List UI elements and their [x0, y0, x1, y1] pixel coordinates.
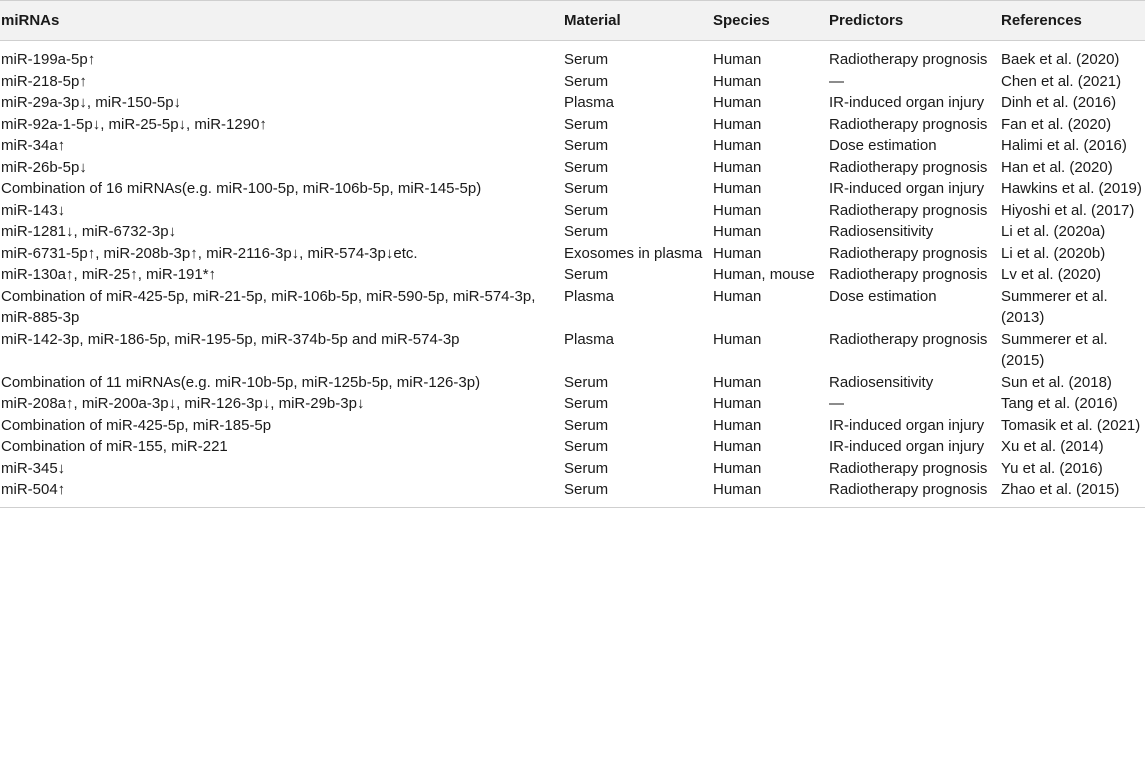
material-cell: Exosomes in plasma	[564, 244, 703, 262]
predictor-cell: IR-induced organ injury	[829, 180, 985, 197]
table-row	[0, 221, 1145, 243]
material-cell: Serum	[564, 180, 609, 197]
table-row	[0, 329, 1145, 372]
material-cell: Plasma	[564, 330, 615, 348]
predictor-cell: Radiotherapy prognosis	[829, 266, 988, 283]
predictor-cell: Dose estimation	[829, 287, 937, 305]
mirna-cell: miR-142-3p, miR-186-5p, miR-195-5p, miR-374b-5p and miR-574-3p	[1, 330, 460, 348]
reference-cell: Baek et al. (2020)	[1001, 51, 1120, 68]
species-cell: Human	[713, 201, 762, 219]
species-cell: Human	[713, 287, 762, 305]
predictor-cell: Radiotherapy prognosis	[829, 51, 988, 68]
reference-cell: Li et al. (2020a)	[1001, 223, 1106, 240]
mirna-cell: miR-26b-5p↓	[1, 158, 87, 176]
reference-cell: Dinh et al. (2016)	[1001, 94, 1117, 111]
reference-cell: Tomasik et al. (2021)	[1001, 416, 1141, 434]
mirna-cell: miR-34a↑	[1, 137, 66, 154]
species-cell: Human	[713, 244, 762, 262]
predictor-cell: Radiotherapy prognosis	[829, 115, 988, 133]
predictor-cell: Radiotherapy prognosis	[829, 244, 988, 262]
material-cell: Serum	[564, 223, 609, 240]
material-cell: Serum	[564, 158, 609, 176]
table-row	[0, 243, 1145, 265]
material-cell: Plasma	[564, 287, 615, 305]
material-cell: Serum	[564, 438, 609, 455]
reference-cell: Summerer et al. (2015)	[1001, 330, 1108, 369]
predictor-cell: IR-induced organ injury	[829, 94, 985, 111]
material-cell: Serum	[564, 416, 609, 434]
mirna-cell: Combination of miR-425-5p, miR-185-5p	[1, 416, 272, 434]
species-cell: Human	[713, 459, 762, 477]
table-row	[0, 458, 1145, 480]
reference-cell: Zhao et al. (2015)	[1000, 479, 1145, 507]
mirna-cell: Combination of 16 miRNAs(e.g. miR-100-5p, miR-106b-5p, miR-145-5p)	[1, 180, 482, 197]
reference-cell: Yu et al. (2016)	[1001, 459, 1103, 477]
species-cell: Human	[713, 438, 762, 455]
species-cell: Human, mouse	[713, 266, 815, 283]
species-cell: Human	[713, 158, 762, 176]
reference-cell: Summerer et al. (2013)	[1001, 287, 1108, 326]
mirna-cell: miR-504↑	[0, 479, 563, 507]
material-cell: Plasma	[564, 94, 615, 111]
table-row	[0, 393, 1145, 415]
mirna-cell: miR-130a↑, miR-25↑, miR-191*↑	[1, 266, 217, 283]
references-header: References	[1000, 1, 1145, 41]
table-body	[0, 41, 1145, 508]
mirna-cell: Combination of miR-155, miR-221	[1, 438, 228, 455]
table-row	[0, 157, 1145, 179]
species-cell: Human	[713, 72, 762, 90]
reference-cell: Fan et al. (2020)	[1001, 115, 1112, 133]
mirna-cell: miR-218-5p↑	[1, 72, 87, 90]
predictor-cell: Radiotherapy prognosis	[829, 330, 988, 348]
table-row	[0, 71, 1145, 93]
reference-cell: Hiyoshi et al. (2017)	[1001, 201, 1135, 219]
table-row	[0, 92, 1145, 114]
table-row	[0, 286, 1145, 329]
mirna-cell: miR-345↓	[1, 459, 66, 477]
mirna-cell: Combination of 11 miRNAs(e.g. miR-10b-5p, miR-125b-5p, miR-126-3p)	[1, 373, 481, 391]
species-header: Species	[712, 1, 828, 41]
predictor-cell: —	[829, 395, 844, 412]
predictor-cell: Radiosensitivity	[829, 373, 934, 391]
predictors-header: Predictors	[828, 1, 1000, 41]
species-cell: Human	[713, 416, 762, 434]
reference-cell: Chen et al. (2021)	[1001, 72, 1122, 90]
header-row	[0, 1, 1145, 41]
reference-cell: Lv et al. (2020)	[1001, 266, 1102, 283]
table-header	[0, 1, 1145, 41]
species-cell: Human	[713, 373, 762, 391]
material-cell: Serum	[564, 373, 609, 391]
table-row	[0, 415, 1145, 437]
material-cell: Serum	[563, 479, 712, 507]
mirna-cell: miR-92a-1-5p↓, miR-25-5p↓, miR-1290↑	[1, 115, 267, 133]
table-row	[0, 436, 1145, 458]
reference-cell: Han et al. (2020)	[1001, 158, 1113, 176]
material-cell: Serum	[564, 137, 609, 154]
reference-cell: Halimi et al. (2016)	[1001, 137, 1127, 154]
material-cell: Serum	[564, 51, 609, 68]
mirnas-header: miRNAs	[0, 1, 563, 41]
species-cell: Human	[713, 330, 762, 348]
table-row	[0, 200, 1145, 222]
species-cell: Human	[712, 479, 828, 507]
table-row	[0, 135, 1145, 157]
table-row	[0, 479, 1145, 507]
species-cell: Human	[713, 51, 762, 68]
material-cell: Serum	[564, 72, 609, 90]
table-row	[0, 264, 1145, 286]
mirna-cell: Combination of miR-425-5p, miR-21-5p, miR-106b-5p, miR-590-5p, miR-574-3p, miR-885-3p	[1, 287, 536, 326]
material-cell: Serum	[564, 266, 609, 283]
reference-cell: Hawkins et al. (2019)	[1001, 180, 1142, 197]
species-cell: Human	[713, 115, 762, 133]
mirna-cell: miR-1281↓, miR-6732-3p↓	[1, 223, 177, 240]
predictor-cell: Radiotherapy prognosis	[829, 158, 988, 176]
reference-cell: Tang et al. (2016)	[1001, 395, 1118, 412]
table-row	[0, 372, 1145, 394]
mirna-cell: miR-143↓	[1, 201, 66, 219]
table-row	[0, 178, 1145, 200]
species-cell: Human	[713, 94, 762, 111]
material-cell: Serum	[564, 115, 609, 133]
species-cell: Human	[713, 395, 762, 412]
mirna-cell: miR-6731-5p↑, miR-208b-3p↑, miR-2116-3p↓, miR-574-3p↓etc.	[1, 244, 418, 262]
predictor-cell: Radiotherapy prognosis	[828, 479, 1000, 507]
table-row	[0, 41, 1145, 71]
material-cell: Serum	[564, 459, 609, 477]
predictor-cell: IR-induced organ injury	[829, 416, 985, 434]
mirna-cell: miR-29a-3p↓, miR-150-5p↓	[1, 94, 182, 111]
predictor-cell: IR-induced organ injury	[829, 438, 985, 455]
predictor-cell: Radiotherapy prognosis	[829, 201, 988, 219]
predictor-cell: —	[829, 72, 844, 90]
mirna-cell: miR-208a↑, miR-200a-3p↓, miR-126-3p↓, miR-29b-3p↓	[1, 395, 365, 412]
material-header: Material	[563, 1, 712, 41]
reference-cell: Xu et al. (2014)	[1001, 438, 1104, 455]
species-cell: Human	[713, 223, 762, 240]
predictor-cell: Radiotherapy prognosis	[829, 459, 988, 477]
material-cell: Serum	[564, 201, 609, 219]
species-cell: Human	[713, 180, 762, 197]
reference-cell: Li et al. (2020b)	[1001, 244, 1106, 262]
predictor-cell: Radiosensitivity	[829, 223, 934, 240]
reference-cell: Sun et al. (2018)	[1001, 373, 1112, 391]
material-cell: Serum	[564, 395, 609, 412]
table-row	[0, 114, 1145, 136]
predictor-cell: Dose estimation	[829, 137, 937, 154]
mirna-cell: miR-199a-5p↑	[1, 51, 96, 68]
species-cell: Human	[713, 137, 762, 154]
